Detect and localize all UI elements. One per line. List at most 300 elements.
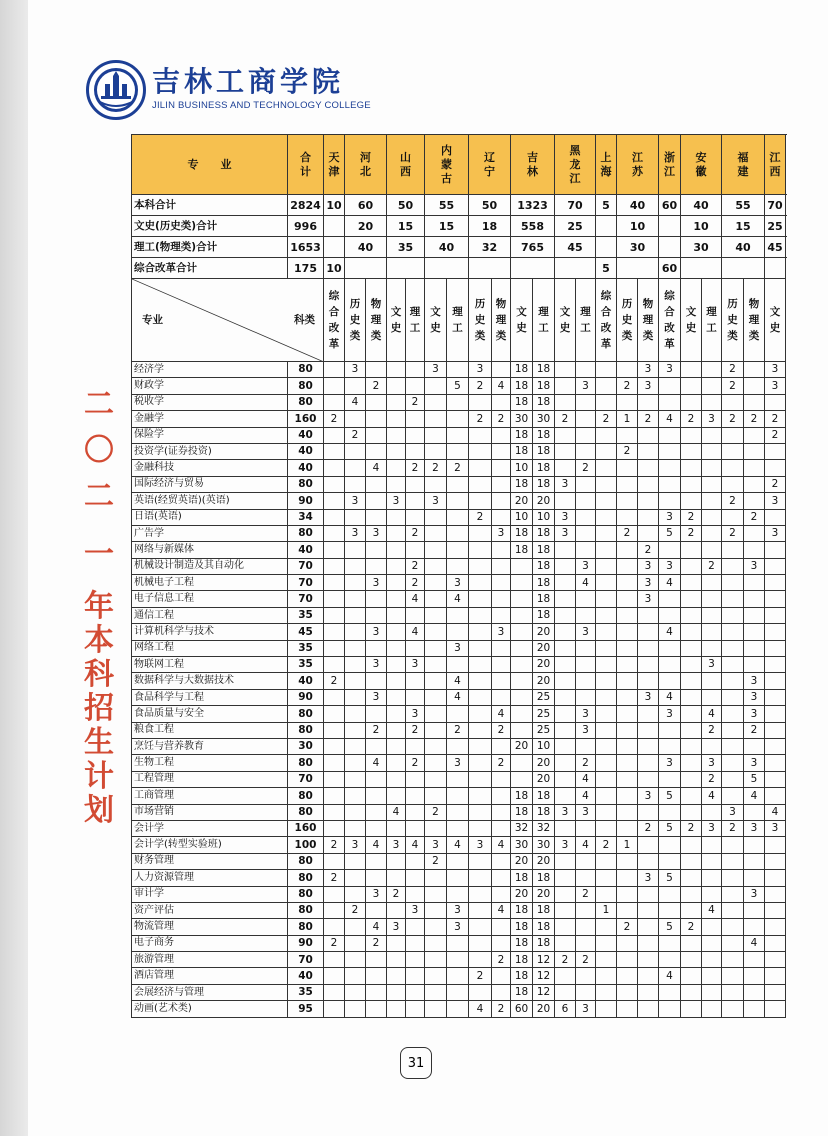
quota-cell bbox=[702, 935, 722, 951]
quota-cell bbox=[596, 607, 617, 623]
table-row bbox=[132, 853, 786, 869]
quota-cell: 3 bbox=[702, 820, 722, 836]
quota-cell bbox=[324, 722, 345, 738]
quota-cell: 20 bbox=[533, 1001, 555, 1017]
quota-cell: 2 bbox=[387, 886, 406, 902]
quota-cell bbox=[366, 509, 387, 525]
quota-cell bbox=[702, 427, 722, 443]
quota-cell bbox=[617, 689, 638, 705]
quota-cell bbox=[596, 755, 617, 771]
category-type: 文 史 bbox=[387, 279, 406, 362]
major-total: 80 bbox=[288, 476, 324, 492]
quota-cell bbox=[555, 771, 576, 787]
quota-cell: 3 bbox=[702, 657, 722, 673]
quota-cell bbox=[681, 575, 702, 591]
major-name: 烹饪与营养教育 bbox=[132, 738, 288, 754]
quota-cell bbox=[469, 935, 492, 951]
quota-cell bbox=[425, 394, 447, 410]
summary-value: 30 bbox=[617, 237, 659, 258]
summary-label: 理工(物理类)合计 bbox=[132, 237, 288, 258]
quota-cell bbox=[617, 624, 638, 640]
quota-cell: 3 bbox=[765, 493, 786, 509]
quota-cell bbox=[576, 411, 596, 427]
quota-cell bbox=[555, 968, 576, 984]
quota-cell bbox=[722, 509, 744, 525]
quota-cell bbox=[469, 640, 492, 656]
category-type: 物 理 类 bbox=[492, 279, 511, 362]
quota-cell bbox=[447, 738, 469, 754]
quota-cell bbox=[744, 738, 765, 754]
quota-cell bbox=[638, 1001, 659, 1017]
quota-cell: 4 bbox=[659, 411, 681, 427]
quota-cell: 3 bbox=[702, 755, 722, 771]
quota-cell bbox=[702, 870, 722, 886]
quota-cell bbox=[387, 509, 406, 525]
quota-cell bbox=[469, 738, 492, 754]
quota-cell bbox=[681, 870, 702, 886]
quota-cell bbox=[702, 673, 722, 689]
major-total: 80 bbox=[288, 525, 324, 541]
quota-cell: 2 bbox=[366, 935, 387, 951]
quota-cell bbox=[681, 689, 702, 705]
summary-value: 15 bbox=[722, 216, 765, 237]
category-type: 综 合 改 革 bbox=[596, 279, 617, 362]
quota-cell bbox=[596, 394, 617, 410]
quota-cell bbox=[469, 804, 492, 820]
quota-cell bbox=[576, 738, 596, 754]
quota-cell bbox=[425, 542, 447, 558]
table-row bbox=[132, 870, 786, 886]
summary-value: 1323 bbox=[511, 195, 555, 216]
major-total: 35 bbox=[288, 640, 324, 656]
quota-cell bbox=[596, 673, 617, 689]
quota-cell bbox=[681, 607, 702, 623]
major-total: 80 bbox=[288, 902, 324, 918]
quota-cell bbox=[345, 804, 366, 820]
category-type: 物 理 类 bbox=[638, 279, 659, 362]
quota-cell bbox=[555, 443, 576, 459]
quota-cell bbox=[702, 460, 722, 476]
quota-cell bbox=[765, 952, 786, 968]
quota-cell bbox=[324, 689, 345, 705]
major-name: 资产评估 bbox=[132, 902, 288, 918]
quota-cell: 3 bbox=[492, 624, 511, 640]
quota-cell: 4 bbox=[345, 394, 366, 410]
table-row bbox=[132, 591, 786, 607]
quota-cell bbox=[345, 886, 366, 902]
quota-cell bbox=[617, 968, 638, 984]
quota-cell: 4 bbox=[469, 1001, 492, 1017]
quota-cell bbox=[345, 460, 366, 476]
quota-cell bbox=[511, 640, 533, 656]
quota-cell: 2 bbox=[406, 755, 425, 771]
quota-cell: 3 bbox=[447, 755, 469, 771]
quota-cell bbox=[324, 558, 345, 574]
quota-cell bbox=[702, 738, 722, 754]
quota-cell: 30 bbox=[533, 837, 555, 853]
quota-cell bbox=[511, 591, 533, 607]
quota-cell: 2 bbox=[617, 443, 638, 459]
quota-cell bbox=[324, 968, 345, 984]
quota-cell bbox=[492, 673, 511, 689]
major-name: 广告学 bbox=[132, 525, 288, 541]
quota-cell bbox=[345, 984, 366, 1000]
side-title-char: 划 bbox=[84, 793, 114, 828]
quota-cell bbox=[447, 984, 469, 1000]
quota-cell bbox=[406, 689, 425, 705]
quota-cell bbox=[555, 755, 576, 771]
quota-cell bbox=[722, 558, 744, 574]
quota-cell: 12 bbox=[533, 952, 555, 968]
quota-cell: 20 bbox=[533, 640, 555, 656]
quota-cell bbox=[425, 902, 447, 918]
quota-cell: 3 bbox=[555, 509, 576, 525]
quota-cell: 20 bbox=[533, 771, 555, 787]
quota-cell bbox=[617, 509, 638, 525]
quota-cell bbox=[469, 853, 492, 869]
quota-cell bbox=[765, 755, 786, 771]
side-title bbox=[82, 376, 116, 828]
quota-cell: 18 bbox=[533, 804, 555, 820]
major-total: 80 bbox=[288, 394, 324, 410]
quota-cell: 3 bbox=[744, 558, 765, 574]
table-row bbox=[132, 607, 786, 623]
major-name: 财务管理 bbox=[132, 853, 288, 869]
quota-cell bbox=[744, 640, 765, 656]
quota-cell bbox=[511, 706, 533, 722]
quota-cell: 18 bbox=[533, 919, 555, 935]
quota-cell: 6 bbox=[555, 1001, 576, 1017]
quota-cell bbox=[596, 362, 617, 378]
quota-cell: 20 bbox=[533, 853, 555, 869]
quota-cell bbox=[722, 755, 744, 771]
quota-cell bbox=[638, 837, 659, 853]
quota-cell: 18 bbox=[533, 935, 555, 951]
quota-cell bbox=[744, 919, 765, 935]
quota-cell bbox=[617, 657, 638, 673]
quota-cell bbox=[406, 673, 425, 689]
quota-cell bbox=[596, 575, 617, 591]
major-category-diagonal-header bbox=[132, 279, 324, 362]
quota-cell: 20 bbox=[533, 624, 555, 640]
quota-cell: 30 bbox=[511, 411, 533, 427]
quota-cell bbox=[425, 689, 447, 705]
quota-cell: 2 bbox=[722, 378, 744, 394]
quota-cell: 2 bbox=[681, 411, 702, 427]
quota-cell bbox=[345, 640, 366, 656]
quota-cell bbox=[744, 1001, 765, 1017]
quota-cell bbox=[555, 919, 576, 935]
quota-cell: 2 bbox=[324, 411, 345, 427]
quota-cell bbox=[681, 673, 702, 689]
quota-cell bbox=[387, 394, 406, 410]
quota-cell bbox=[659, 722, 681, 738]
quota-cell: 10 bbox=[511, 509, 533, 525]
quota-cell bbox=[345, 820, 366, 836]
quota-cell bbox=[765, 919, 786, 935]
quota-cell bbox=[511, 624, 533, 640]
major-total: 35 bbox=[288, 607, 324, 623]
quota-cell bbox=[576, 902, 596, 918]
quota-cell: 3 bbox=[576, 804, 596, 820]
quota-cell: 12 bbox=[533, 968, 555, 984]
quota-cell bbox=[555, 394, 576, 410]
table-row bbox=[132, 493, 786, 509]
quota-cell: 2 bbox=[492, 1001, 511, 1017]
province-header: 浙 江 bbox=[659, 135, 681, 195]
quota-cell bbox=[596, 378, 617, 394]
quota-cell bbox=[722, 771, 744, 787]
major-total: 80 bbox=[288, 706, 324, 722]
summary-row bbox=[132, 258, 786, 279]
province-header: 黑 龙 江 bbox=[555, 135, 596, 195]
quota-cell bbox=[765, 935, 786, 951]
quota-cell bbox=[744, 493, 765, 509]
quota-cell bbox=[324, 820, 345, 836]
quota-cell: 3 bbox=[387, 919, 406, 935]
quota-cell: 3 bbox=[555, 525, 576, 541]
quota-cell bbox=[638, 427, 659, 443]
quota-cell bbox=[425, 952, 447, 968]
province-header: 福 建 bbox=[722, 135, 765, 195]
quota-cell bbox=[702, 525, 722, 541]
quota-cell bbox=[744, 362, 765, 378]
province-header: 辽 宁 bbox=[469, 135, 511, 195]
quota-cell bbox=[722, 968, 744, 984]
quota-cell bbox=[659, 771, 681, 787]
quota-cell: 3 bbox=[447, 902, 469, 918]
quota-cell: 20 bbox=[533, 657, 555, 673]
quota-cell bbox=[324, 624, 345, 640]
quota-cell bbox=[596, 558, 617, 574]
quota-cell: 2 bbox=[722, 411, 744, 427]
quota-cell bbox=[387, 411, 406, 427]
quota-cell bbox=[617, 853, 638, 869]
quota-cell bbox=[469, 443, 492, 459]
quota-cell bbox=[765, 853, 786, 869]
quota-cell bbox=[638, 509, 659, 525]
quota-cell bbox=[425, 673, 447, 689]
summary-value: 40 bbox=[345, 237, 387, 258]
province-header: 江 西 bbox=[765, 135, 786, 195]
quota-cell: 18 bbox=[533, 443, 555, 459]
quota-cell bbox=[576, 853, 596, 869]
quota-cell bbox=[324, 919, 345, 935]
quota-cell bbox=[765, 689, 786, 705]
quota-cell bbox=[469, 886, 492, 902]
major-name: 粮食工程 bbox=[132, 722, 288, 738]
quota-cell bbox=[744, 575, 765, 591]
quota-cell bbox=[659, 460, 681, 476]
summary-total: 175 bbox=[288, 258, 324, 279]
province-header: 安 徽 bbox=[681, 135, 722, 195]
major-total: 35 bbox=[288, 657, 324, 673]
quota-cell: 18 bbox=[533, 394, 555, 410]
summary-value: 558 bbox=[511, 216, 555, 237]
quota-cell: 2 bbox=[744, 411, 765, 427]
quota-cell bbox=[425, 607, 447, 623]
quota-cell bbox=[324, 427, 345, 443]
quota-cell: 10 bbox=[533, 738, 555, 754]
quota-cell bbox=[765, 575, 786, 591]
major-name: 食品质量与安全 bbox=[132, 706, 288, 722]
major-name: 数据科学与大数据技术 bbox=[132, 673, 288, 689]
quota-cell bbox=[659, 591, 681, 607]
major-name: 旅游管理 bbox=[132, 952, 288, 968]
side-title-char: 计 bbox=[84, 759, 114, 794]
quota-cell bbox=[596, 509, 617, 525]
quota-cell bbox=[702, 443, 722, 459]
quota-cell bbox=[447, 952, 469, 968]
quota-cell: 18 bbox=[511, 443, 533, 459]
quota-cell bbox=[744, 624, 765, 640]
quota-cell bbox=[511, 722, 533, 738]
quota-cell bbox=[681, 624, 702, 640]
quota-cell: 3 bbox=[765, 525, 786, 541]
major-total: 45 bbox=[288, 624, 324, 640]
quota-cell bbox=[617, 476, 638, 492]
category-type: 历 史 类 bbox=[722, 279, 744, 362]
major-total: 160 bbox=[288, 820, 324, 836]
quota-cell bbox=[617, 952, 638, 968]
quota-cell bbox=[492, 542, 511, 558]
quota-cell bbox=[366, 427, 387, 443]
quota-cell bbox=[596, 460, 617, 476]
quota-cell bbox=[596, 968, 617, 984]
quota-cell bbox=[366, 673, 387, 689]
quota-cell: 25 bbox=[533, 722, 555, 738]
quota-cell bbox=[681, 853, 702, 869]
summary-value: 60 bbox=[659, 258, 681, 279]
summary-value: 70 bbox=[555, 195, 596, 216]
quota-cell bbox=[681, 640, 702, 656]
quota-cell bbox=[702, 689, 722, 705]
quota-cell bbox=[659, 738, 681, 754]
quota-cell bbox=[406, 870, 425, 886]
table-row bbox=[132, 706, 786, 722]
major-name: 物联网工程 bbox=[132, 657, 288, 673]
quota-cell bbox=[492, 870, 511, 886]
quota-cell bbox=[702, 640, 722, 656]
quota-cell: 18 bbox=[511, 968, 533, 984]
quota-cell bbox=[345, 657, 366, 673]
quota-cell bbox=[576, 607, 596, 623]
quota-cell bbox=[324, 362, 345, 378]
quota-cell: 4 bbox=[576, 837, 596, 853]
quota-cell bbox=[387, 1001, 406, 1017]
quota-cell bbox=[638, 919, 659, 935]
quota-cell bbox=[469, 689, 492, 705]
major-name: 物流管理 bbox=[132, 919, 288, 935]
quota-cell bbox=[425, 919, 447, 935]
table-row bbox=[132, 558, 786, 574]
quota-cell bbox=[722, 591, 744, 607]
quota-cell: 10 bbox=[511, 460, 533, 476]
quota-cell bbox=[345, 558, 366, 574]
quota-cell bbox=[555, 820, 576, 836]
quota-cell bbox=[406, 427, 425, 443]
quota-cell bbox=[722, 722, 744, 738]
quota-cell: 2 bbox=[638, 411, 659, 427]
quota-cell bbox=[324, 607, 345, 623]
quota-cell: 18 bbox=[533, 362, 555, 378]
quota-cell bbox=[406, 1001, 425, 1017]
major-name: 动画(艺术类) bbox=[132, 1001, 288, 1017]
quota-cell bbox=[447, 558, 469, 574]
quota-cell bbox=[659, 378, 681, 394]
quota-cell bbox=[596, 640, 617, 656]
quota-cell bbox=[659, 837, 681, 853]
quota-cell bbox=[744, 968, 765, 984]
quota-cell: 18 bbox=[533, 575, 555, 591]
major-name: 网络工程 bbox=[132, 640, 288, 656]
quota-cell: 3 bbox=[638, 558, 659, 574]
quota-cell: 2 bbox=[469, 411, 492, 427]
quota-cell bbox=[387, 575, 406, 591]
quota-cell bbox=[406, 804, 425, 820]
quota-cell bbox=[447, 476, 469, 492]
quota-cell: 2 bbox=[555, 411, 576, 427]
quota-cell bbox=[366, 607, 387, 623]
quota-cell bbox=[681, 378, 702, 394]
side-title-char: 二 bbox=[84, 387, 114, 422]
quota-cell bbox=[406, 476, 425, 492]
quota-cell bbox=[744, 427, 765, 443]
quota-cell: 18 bbox=[533, 902, 555, 918]
summary-value bbox=[596, 216, 617, 237]
quota-cell bbox=[702, 542, 722, 558]
quota-cell: 18 bbox=[533, 558, 555, 574]
quota-cell bbox=[366, 706, 387, 722]
quota-cell: 2 bbox=[366, 722, 387, 738]
summary-value: 40 bbox=[681, 195, 722, 216]
quota-cell: 3 bbox=[638, 378, 659, 394]
quota-cell: 3 bbox=[744, 673, 765, 689]
quota-cell bbox=[387, 870, 406, 886]
quota-cell: 3 bbox=[345, 525, 366, 541]
quota-cell bbox=[596, 624, 617, 640]
quota-cell bbox=[387, 443, 406, 459]
quota-cell bbox=[324, 591, 345, 607]
quota-cell bbox=[617, 706, 638, 722]
quota-cell bbox=[447, 853, 469, 869]
quota-cell: 18 bbox=[511, 362, 533, 378]
quota-cell bbox=[425, 558, 447, 574]
summary-value: 25 bbox=[555, 216, 596, 237]
quota-cell bbox=[447, 935, 469, 951]
quota-cell bbox=[744, 952, 765, 968]
quota-cell bbox=[722, 902, 744, 918]
quota-cell bbox=[406, 952, 425, 968]
quota-cell bbox=[722, 443, 744, 459]
category-type: 综 合 改 革 bbox=[659, 279, 681, 362]
major-name: 会计学(转型实验班) bbox=[132, 837, 288, 853]
quota-cell bbox=[366, 640, 387, 656]
major-total: 70 bbox=[288, 558, 324, 574]
quota-cell bbox=[345, 476, 366, 492]
quota-cell: 3 bbox=[659, 509, 681, 525]
quota-cell bbox=[659, 902, 681, 918]
summary-value: 765 bbox=[511, 237, 555, 258]
quota-cell bbox=[722, 738, 744, 754]
quota-cell bbox=[765, 706, 786, 722]
quota-cell bbox=[722, 673, 744, 689]
summary-value bbox=[555, 258, 596, 279]
quota-cell: 18 bbox=[533, 607, 555, 623]
major-name: 计算机科学与技术 bbox=[132, 624, 288, 640]
major-total: 34 bbox=[288, 509, 324, 525]
quota-cell bbox=[447, 525, 469, 541]
